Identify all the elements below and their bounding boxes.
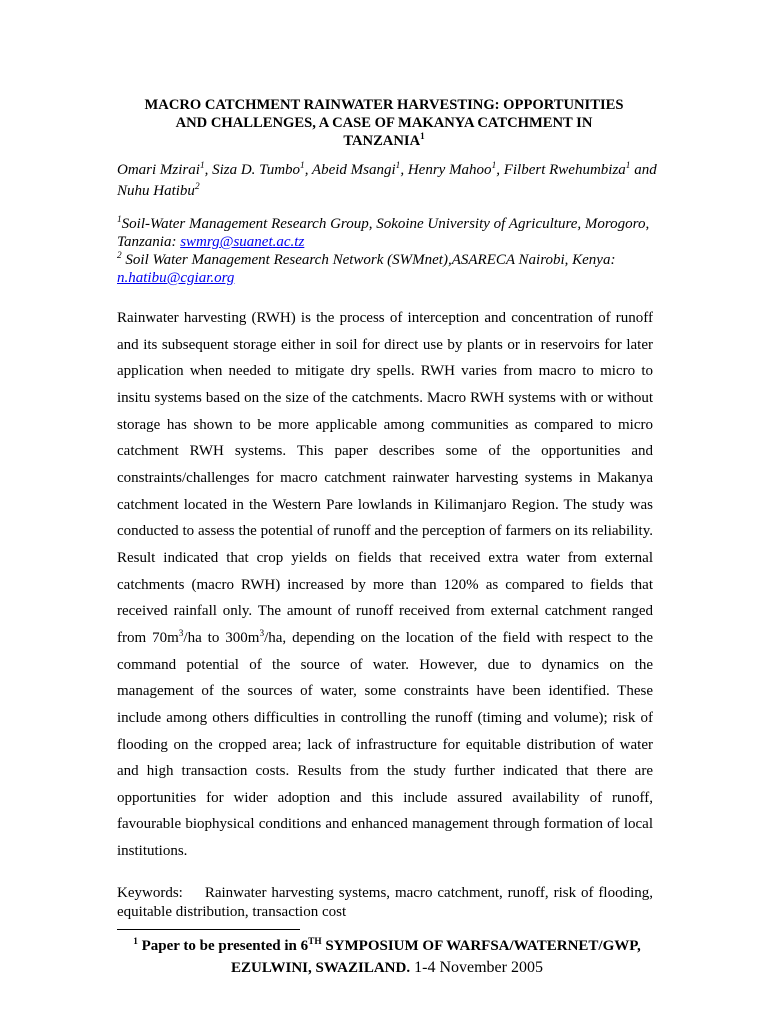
author-separator: , [204,162,213,178]
title-footnote-marker: 1 [420,131,425,142]
footnote-ordinal: TH [308,937,322,947]
footnote-text: Paper to be presented in 6 [137,938,309,954]
footnote [117,935,657,979]
abstract-text: /ha, depending on the location of the field with respect to the command potential of the source of water. However, due to dynamics on the management of the sources of water, some constraints have been identified. These include among others difficulties in controlling the runoff (timing and volume); risk of flooding on the cropped area; lack of infrastructure for equitable distribution of water and high transaction costs. Results from the study further indicated that there are opportunities for wider adoption and this include assured availability of runoff, favourable biophysical conditions and enhanced management through formation of local institutions. [117,629,653,860]
footnote-text: SYMPOSIUM OF WARFSA/WATERNET/GWP, [321,938,641,954]
abstract [117,305,653,865]
author-separator: , [304,162,312,178]
keywords [117,884,653,922]
unit-superscript: 3 [178,628,184,639]
affiliation-email-link[interactable]: n.hatibu@cgiar.org [117,270,235,286]
footnote-date: 1-4 November 2005 [410,959,543,976]
affiliation-text: Soil-Water Management Research Group, Sokoine University of Agriculture, Morogoro, Tanzania: [117,216,650,250]
author-list [117,160,657,202]
affiliation-text: Soil Water Management Research Network (SWMnet),ASARECA Nairobi, Kenya: [121,252,616,268]
footnote-line-2 [117,957,657,979]
title-line-1: MACRO CATCHMENT RAINWATER HARVESTING: OPPORTUNITIES [144,97,624,113]
title-line-3: TANZANIA [343,133,421,149]
affiliation-marker: 2 [117,251,122,261]
abstract-text: Rainwater harvesting (RWH) is the process of interception and concentration of runoff and its subsequent storage either in soil for direct use by plants or in reservoirs for later application when needed to mitigate dry spells. RWH varies from macro to micro to insitu systems based on the size of the catchments. Macro RWH systems with or without storage has shown to be more applicable among communities as compared to micro catchment RWH systems. This paper describes some of the opportunities and constraints/challenges for macro catchment rainwater harvesting systems in Makanya catchment located in the Western Pare lowlands in Kilimanjaro Region. The study was conducted to assess the potential of runoff and the perception of farmers on its reliability. Result indicated that crop yields on fields that received extra water from external catchments (macro RWH) increased by more than 120% as compared to fields that received rainfall only. The amount of runoff received from external catchment ranged from 70m [117,310,653,646]
paper-title [110,96,658,150]
author-name: Abeid Msangi [311,162,396,178]
author-separator: , [496,162,504,178]
abstract-text: /ha to 300m [183,629,260,646]
author-affiliation-marker: 2 [194,182,200,192]
author-name: Nuhu Hatibu [117,183,195,199]
author-name: Omari Mzirai [117,162,200,178]
affiliation-marker: 1 [117,215,122,225]
footnote-line-1 [117,935,657,957]
author-affiliation-marker: 1 [625,161,631,171]
footnote-marker: 1 [133,937,138,947]
affiliation-email-link[interactable]: swmrg@suanet.ac.tz [180,234,305,250]
footnote-divider [117,929,300,930]
author-name: Filbert Rwehumbiza [503,162,626,178]
affiliation-list [117,215,662,287]
author-separator: , [400,162,408,178]
author-affiliation-marker: 1 [300,161,305,171]
footnote-venue: EZULWINI, SWAZILAND. [231,960,411,976]
author-affiliation-marker: 1 [395,161,401,171]
author-name: Siza D. Tumbo [212,162,301,178]
title-line-2: AND CHALLENGES, A CASE OF MAKANYA CATCHMENT IN [175,115,593,131]
unit-superscript: 3 [259,628,265,639]
keywords-label: Keywords: [117,885,183,901]
affiliation-2 [117,251,662,287]
author-affiliation-marker: 1 [491,161,497,171]
affiliation-1 [117,215,662,251]
author-name: Henry Mahoo [407,162,492,178]
keywords-text: Rainwater harvesting systems, macro catchment, runoff, risk of flooding, equitable distribution, transaction cost [117,885,653,920]
author-affiliation-marker: 1 [199,161,205,171]
author-separator: and [630,162,657,178]
abstract-paragraph [117,305,653,865]
